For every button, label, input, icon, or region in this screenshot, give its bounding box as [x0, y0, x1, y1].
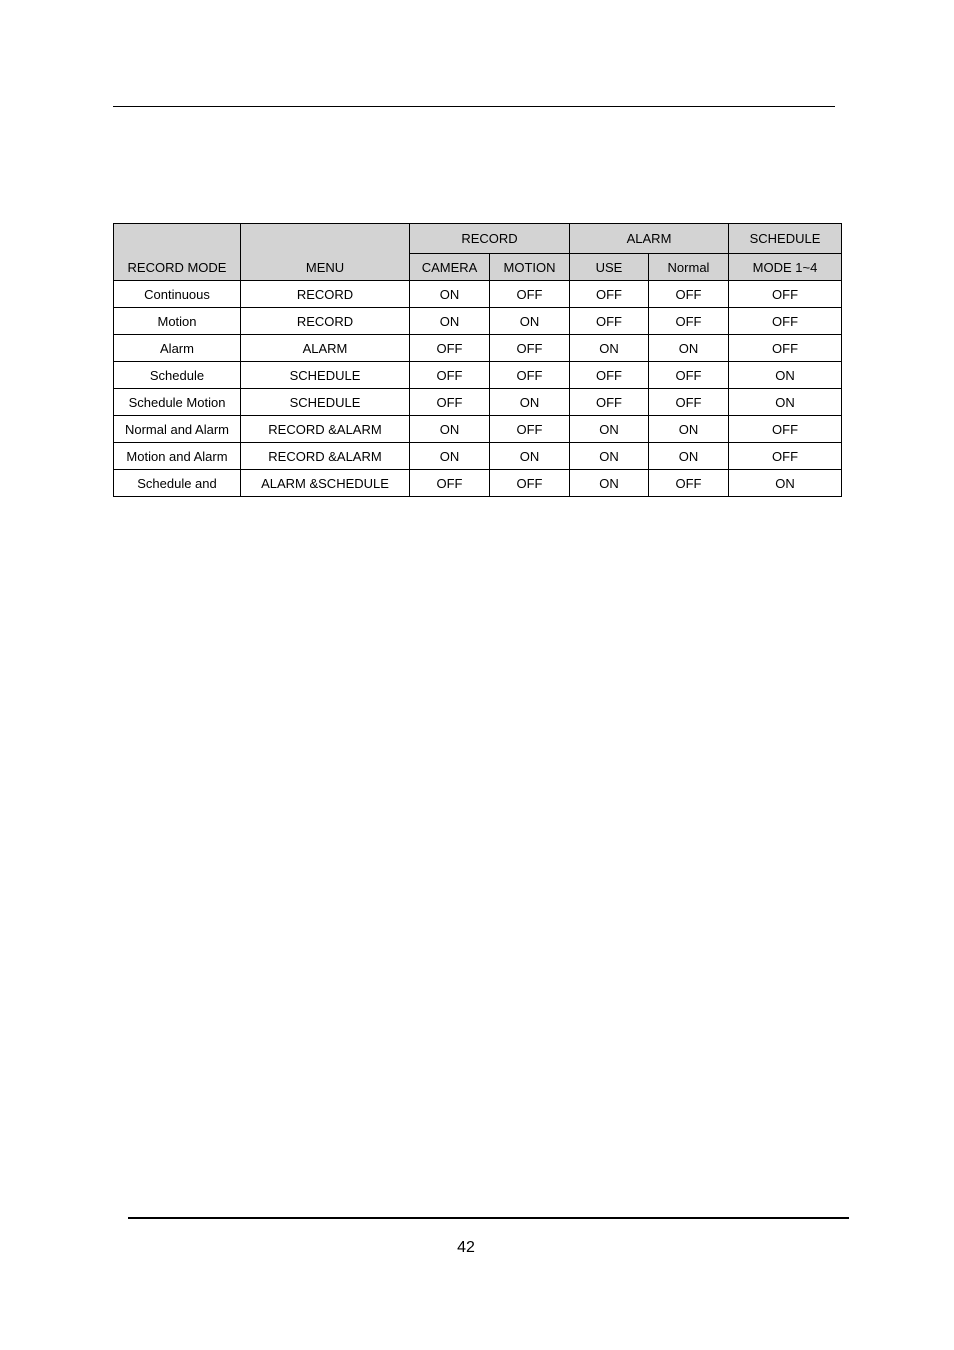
cell-camera: ON — [410, 416, 490, 443]
header-normal: Normal — [649, 254, 729, 281]
table-row — [114, 281, 842, 308]
header-group-record: RECORD — [410, 224, 570, 254]
cell-record-mode: Schedule Motion — [114, 389, 241, 416]
table-row — [114, 308, 842, 335]
cell-camera: ON — [410, 281, 490, 308]
cell-normal: OFF — [649, 308, 729, 335]
cell-camera: OFF — [410, 470, 490, 497]
cell-normal: ON — [649, 335, 729, 362]
cell-camera: ON — [410, 308, 490, 335]
page-number: 42 — [457, 1239, 475, 1256]
cell-record-mode: Alarm — [114, 335, 241, 362]
cell-motion: OFF — [490, 416, 570, 443]
cell-use: ON — [570, 443, 649, 470]
cell-normal: OFF — [649, 470, 729, 497]
cell-schedule: ON — [729, 362, 842, 389]
cell-use: OFF — [570, 389, 649, 416]
cell-camera: OFF — [410, 335, 490, 362]
cell-use: OFF — [570, 308, 649, 335]
cell-camera: OFF — [410, 362, 490, 389]
cell-use: ON — [570, 416, 649, 443]
cell-normal: OFF — [649, 281, 729, 308]
table-row — [114, 335, 842, 362]
cell-use: ON — [570, 335, 649, 362]
cell-menu: RECORD &ALARM — [241, 443, 410, 470]
cell-record-mode: Normal and Alarm — [114, 416, 241, 443]
cell-record-mode: Schedule — [114, 362, 241, 389]
header-motion: MOTION — [490, 254, 570, 281]
cell-record-mode: Motion — [114, 308, 241, 335]
cell-camera: ON — [410, 443, 490, 470]
table-row — [114, 470, 842, 497]
cell-normal: OFF — [649, 362, 729, 389]
footer-rule — [128, 1217, 849, 1219]
cell-menu: RECORD &ALARM — [241, 416, 410, 443]
cell-schedule: OFF — [729, 416, 842, 443]
cell-menu: SCHEDULE — [241, 389, 410, 416]
header-menu: MENU — [241, 224, 410, 281]
cell-normal: OFF — [649, 389, 729, 416]
cell-motion: OFF — [490, 335, 570, 362]
cell-schedule: OFF — [729, 281, 842, 308]
header-camera: CAMERA — [410, 254, 490, 281]
table-row — [114, 443, 842, 470]
cell-motion: OFF — [490, 470, 570, 497]
cell-motion: OFF — [490, 362, 570, 389]
header-group-schedule: SCHEDULE — [729, 224, 842, 254]
table-row — [114, 416, 842, 443]
header-row-groups — [114, 224, 842, 254]
cell-use: OFF — [570, 281, 649, 308]
header-group-alarm: ALARM — [570, 224, 729, 254]
cell-record-mode: Schedule and — [114, 470, 241, 497]
cell-menu: SCHEDULE — [241, 362, 410, 389]
cell-menu: ALARM &SCHEDULE — [241, 470, 410, 497]
header-record-mode: RECORD MODE — [114, 224, 241, 281]
cell-menu: RECORD — [241, 281, 410, 308]
cell-motion: ON — [490, 308, 570, 335]
cell-schedule: ON — [729, 470, 842, 497]
cell-motion: ON — [490, 389, 570, 416]
header-rule — [113, 106, 835, 107]
cell-normal: ON — [649, 443, 729, 470]
cell-use: ON — [570, 470, 649, 497]
table-row — [114, 389, 842, 416]
table-row — [114, 362, 842, 389]
cell-menu: ALARM — [241, 335, 410, 362]
cell-record-mode: Motion and Alarm — [114, 443, 241, 470]
header-use: USE — [570, 254, 649, 281]
header-mode: MODE 1~4 — [729, 254, 842, 281]
cell-use: OFF — [570, 362, 649, 389]
cell-schedule: OFF — [729, 335, 842, 362]
record-mode-table — [113, 223, 842, 497]
cell-motion: ON — [490, 443, 570, 470]
cell-schedule: ON — [729, 389, 842, 416]
cell-schedule: OFF — [729, 308, 842, 335]
cell-motion: OFF — [490, 281, 570, 308]
cell-normal: ON — [649, 416, 729, 443]
cell-menu: RECORD — [241, 308, 410, 335]
cell-camera: OFF — [410, 389, 490, 416]
cell-schedule: OFF — [729, 443, 842, 470]
cell-record-mode: Continuous — [114, 281, 241, 308]
